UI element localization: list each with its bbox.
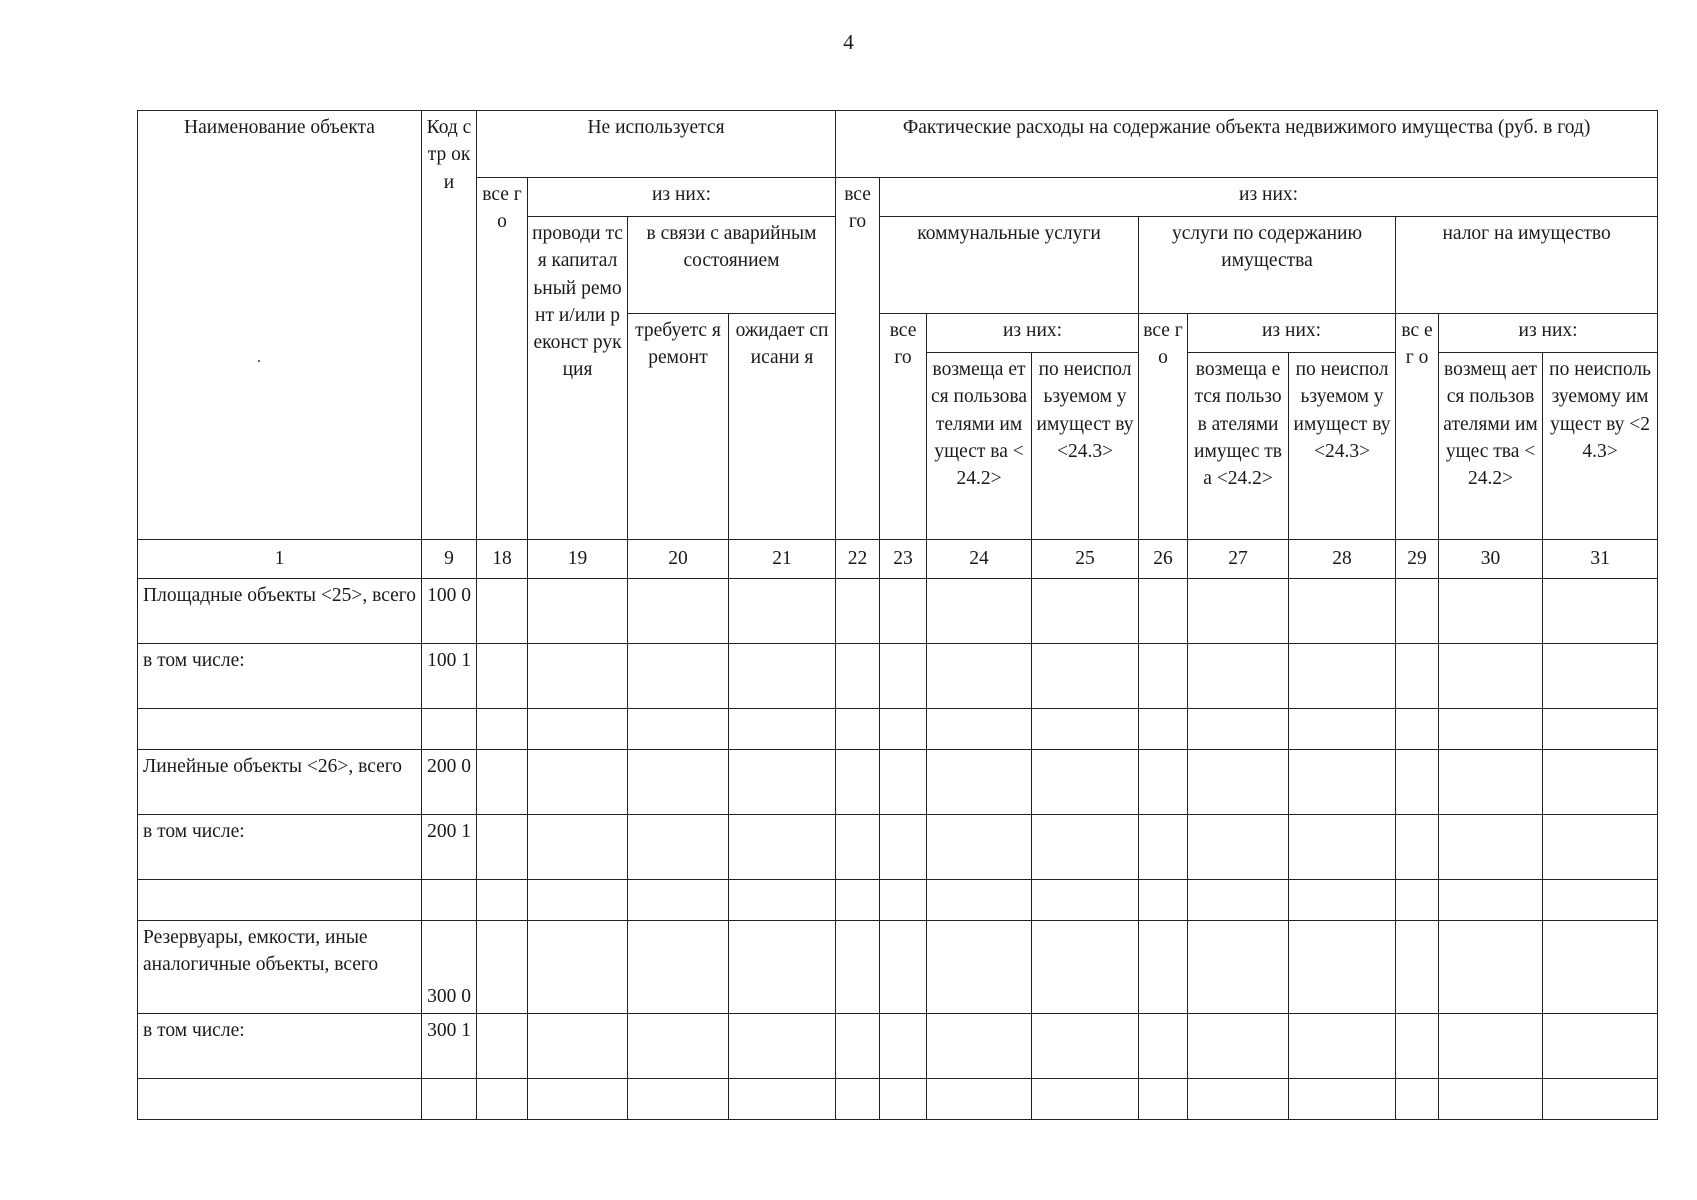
value-cell[interactable] — [836, 750, 880, 815]
header-not-used: Не используется — [477, 111, 836, 178]
value-cell[interactable] — [477, 880, 528, 921]
value-cell[interactable] — [729, 1079, 836, 1120]
value-cell[interactable] — [927, 1079, 1032, 1120]
row-code — [422, 1079, 477, 1120]
value-cell[interactable] — [1543, 1014, 1658, 1079]
value-cell[interactable] — [927, 815, 1032, 880]
value-cell[interactable] — [1396, 579, 1439, 644]
value-cell[interactable] — [1139, 644, 1188, 709]
value-cell[interactable] — [1289, 579, 1396, 644]
header-emergency: в связи с аварийным состоянием — [628, 217, 836, 314]
header-capital-repair: проводи тся капитал ьный ремонт и/или реконст рукция — [528, 217, 628, 540]
value-cell[interactable] — [628, 1079, 729, 1120]
row-object-name: в том числе: — [138, 1014, 422, 1079]
column-number: 31 — [1543, 540, 1658, 579]
value-cell[interactable] — [927, 880, 1032, 921]
value-cell[interactable] — [628, 1014, 729, 1079]
column-number: 22 — [836, 540, 880, 579]
header-tax-unused: по неисполь зуемому имущест ву <24.3> — [1543, 353, 1658, 540]
value-cell[interactable] — [729, 1014, 836, 1079]
value-cell[interactable] — [1439, 815, 1543, 880]
header-maintenance-reimbursed: возмеща ется пользов ателями имущес тва <24.2> — [1188, 353, 1289, 540]
value-cell[interactable] — [477, 815, 528, 880]
value-cell[interactable] — [880, 709, 927, 750]
value-cell[interactable] — [1032, 1079, 1139, 1120]
value-cell[interactable] — [1032, 644, 1139, 709]
column-number: 20 — [628, 540, 729, 579]
value-cell[interactable] — [1188, 1014, 1289, 1079]
value-cell[interactable] — [628, 880, 729, 921]
value-cell[interactable] — [1289, 921, 1396, 1014]
table-row — [138, 1014, 1658, 1079]
value-cell[interactable] — [1188, 709, 1289, 750]
value-cell[interactable] — [1188, 644, 1289, 709]
value-cell[interactable] — [1396, 750, 1439, 815]
value-cell[interactable] — [1439, 750, 1543, 815]
column-number: 25 — [1032, 540, 1139, 579]
value-cell[interactable] — [528, 921, 628, 1014]
header-object-name: Наименование объекта — [138, 111, 422, 540]
table-row — [138, 815, 1658, 880]
header-actual-costs: Фактические расходы на содержание объекта недвижимого имущества (руб. в год) — [836, 111, 1658, 178]
header-tax-reimbursed: возмещ ается пользов ателями имущес тва <24.2> — [1439, 353, 1543, 540]
value-cell[interactable] — [1543, 750, 1658, 815]
value-cell[interactable] — [1139, 921, 1188, 1014]
value-cell[interactable] — [1439, 1079, 1543, 1120]
value-cell[interactable] — [880, 1079, 927, 1120]
column-number-row — [138, 540, 1658, 579]
value-cell[interactable] — [1188, 880, 1289, 921]
value-cell[interactable] — [836, 709, 880, 750]
column-number: 27 — [1188, 540, 1289, 579]
value-cell[interactable] — [1289, 1014, 1396, 1079]
value-cell[interactable] — [1396, 921, 1439, 1014]
value-cell[interactable] — [1396, 709, 1439, 750]
value-cell[interactable] — [880, 579, 927, 644]
row-code: 300 0 — [422, 921, 477, 1014]
header-tax-of-them: из них: — [1439, 314, 1658, 353]
value-cell[interactable] — [927, 921, 1032, 1014]
header-maintenance-total: все го — [1139, 314, 1188, 540]
value-cell[interactable] — [1543, 644, 1658, 709]
value-cell[interactable] — [729, 709, 836, 750]
value-cell[interactable] — [729, 815, 836, 880]
value-cell[interactable] — [1188, 815, 1289, 880]
value-cell[interactable] — [1188, 750, 1289, 815]
value-cell[interactable] — [1188, 1079, 1289, 1120]
row-object-name — [138, 709, 422, 750]
value-cell[interactable] — [836, 644, 880, 709]
row-code: 200 0 — [422, 750, 477, 815]
value-cell[interactable] — [1188, 921, 1289, 1014]
value-cell[interactable] — [836, 579, 880, 644]
value-cell[interactable] — [1543, 815, 1658, 880]
header-utilities-reimbursed: возмеща ется пользова телями имущест ва <24.2> — [927, 353, 1032, 540]
value-cell[interactable] — [477, 579, 528, 644]
value-cell[interactable] — [528, 815, 628, 880]
row-object-name: Резервуары, емкости, иные аналогичные объекты, всего — [138, 921, 422, 1014]
header-awaits-writeoff: ожидает списани я — [729, 314, 836, 540]
value-cell[interactable] — [836, 1079, 880, 1120]
value-cell[interactable] — [477, 709, 528, 750]
value-cell[interactable] — [1289, 709, 1396, 750]
value-cell[interactable] — [1396, 815, 1439, 880]
value-cell[interactable] — [1289, 815, 1396, 880]
value-cell[interactable] — [1439, 1014, 1543, 1079]
value-cell[interactable] — [1032, 921, 1139, 1014]
value-cell[interactable] — [1139, 1014, 1188, 1079]
header-row-code: Код стр оки — [422, 111, 477, 540]
value-cell[interactable] — [628, 709, 729, 750]
value-cell[interactable] — [1396, 880, 1439, 921]
header-row-1 — [138, 111, 1658, 178]
value-cell[interactable] — [1439, 709, 1543, 750]
row-code: 100 1 — [422, 644, 477, 709]
value-cell[interactable] — [1032, 750, 1139, 815]
column-number: 26 — [1139, 540, 1188, 579]
value-cell[interactable] — [927, 644, 1032, 709]
row-code — [422, 880, 477, 921]
value-cell[interactable] — [1396, 644, 1439, 709]
value-cell[interactable] — [1139, 579, 1188, 644]
column-number: 30 — [1439, 540, 1543, 579]
value-cell[interactable] — [1032, 1014, 1139, 1079]
value-cell[interactable] — [628, 644, 729, 709]
row-object-name: в том числе: — [138, 644, 422, 709]
column-number: 18 — [477, 540, 528, 579]
table-row-empty — [138, 1079, 1658, 1120]
value-cell[interactable] — [927, 709, 1032, 750]
value-cell[interactable] — [477, 1079, 528, 1120]
value-cell[interactable] — [477, 1014, 528, 1079]
row-code — [422, 709, 477, 750]
row-code: 100 0 — [422, 579, 477, 644]
value-cell[interactable] — [1289, 750, 1396, 815]
column-number: 28 — [1289, 540, 1396, 579]
header-utilities-total: все го — [880, 314, 927, 540]
value-cell[interactable] — [880, 921, 927, 1014]
header-utilities-of-them: из них: — [927, 314, 1139, 353]
value-cell[interactable] — [1396, 1079, 1439, 1120]
header-not-used-of-them: из них: — [528, 178, 836, 217]
value-cell[interactable] — [1543, 1079, 1658, 1120]
value-cell[interactable] — [477, 644, 528, 709]
header-utilities: коммунальные услуги — [880, 217, 1139, 314]
value-cell[interactable] — [1439, 644, 1543, 709]
header-property-tax: налог на имущество — [1396, 217, 1658, 314]
value-cell[interactable] — [1289, 880, 1396, 921]
value-cell[interactable] — [628, 921, 729, 1014]
table-row — [138, 750, 1658, 815]
value-cell[interactable] — [1139, 815, 1188, 880]
header-costs-of-them: из них: — [880, 178, 1658, 217]
data-rows — [138, 579, 1658, 1120]
column-number: 29 — [1396, 540, 1439, 579]
value-cell[interactable] — [729, 579, 836, 644]
table-row-empty — [138, 709, 1658, 750]
value-cell[interactable] — [1139, 1079, 1188, 1120]
value-cell[interactable] — [1139, 750, 1188, 815]
column-number: 21 — [729, 540, 836, 579]
header-not-used-total: все го — [477, 178, 528, 540]
value-cell[interactable] — [528, 644, 628, 709]
row-object-name: Линейные объекты <26>, всего — [138, 750, 422, 815]
value-cell[interactable] — [528, 1014, 628, 1079]
header-tax-total: вс ег о — [1396, 314, 1439, 540]
header-utilities-unused: по неиспол ьзуемом у имущест ву <24.3> — [1032, 353, 1139, 540]
value-cell[interactable] — [477, 921, 528, 1014]
header-costs-total: все го — [836, 178, 880, 540]
value-cell[interactable] — [1543, 579, 1658, 644]
value-cell[interactable] — [477, 750, 528, 815]
value-cell[interactable] — [528, 880, 628, 921]
page-number: 4 — [843, 30, 854, 54]
column-number: 1 — [138, 540, 422, 579]
table-row — [138, 579, 1658, 644]
value-cell[interactable] — [1439, 579, 1543, 644]
value-cell[interactable] — [927, 579, 1032, 644]
value-cell[interactable] — [1439, 880, 1543, 921]
value-cell[interactable] — [628, 815, 729, 880]
column-number: 24 — [927, 540, 1032, 579]
value-cell[interactable] — [1289, 644, 1396, 709]
row-object-name — [138, 880, 422, 921]
value-cell[interactable] — [1439, 921, 1543, 1014]
value-cell[interactable] — [836, 1014, 880, 1079]
value-cell[interactable] — [836, 815, 880, 880]
column-number: 23 — [880, 540, 927, 579]
value-cell[interactable] — [1543, 921, 1658, 1014]
value-cell[interactable] — [528, 1079, 628, 1120]
value-cell[interactable] — [880, 815, 927, 880]
row-object-name: в том числе: — [138, 815, 422, 880]
value-cell[interactable] — [1396, 1014, 1439, 1079]
value-cell[interactable] — [729, 921, 836, 1014]
value-cell[interactable] — [729, 750, 836, 815]
expenses-form-table — [137, 110, 1658, 1120]
value-cell[interactable] — [880, 644, 927, 709]
value-cell[interactable] — [729, 880, 836, 921]
value-cell[interactable] — [1032, 709, 1139, 750]
value-cell[interactable] — [528, 579, 628, 644]
value-cell[interactable] — [1139, 709, 1188, 750]
value-cell[interactable] — [628, 750, 729, 815]
table-row — [138, 644, 1658, 709]
value-cell[interactable] — [1032, 880, 1139, 921]
value-cell[interactable] — [927, 1014, 1032, 1079]
row-object-name: Площадные объекты <25>, всего — [138, 579, 422, 644]
value-cell[interactable] — [528, 750, 628, 815]
value-cell[interactable] — [880, 880, 927, 921]
row-code: 200 1 — [422, 815, 477, 880]
table-row — [138, 921, 1658, 1014]
value-cell[interactable] — [1543, 880, 1658, 921]
table-row-empty — [138, 880, 1658, 921]
value-cell[interactable] — [628, 579, 729, 644]
row-code: 300 1 — [422, 1014, 477, 1079]
row-object-name — [138, 1079, 422, 1120]
value-cell[interactable] — [1188, 579, 1289, 644]
header-maintenance-unused: по неиспол ьзуемом у имущест ву <24.3> — [1289, 353, 1396, 540]
header-needs-repair: требуетс я ремонт — [628, 314, 729, 540]
value-cell[interactable] — [1032, 579, 1139, 644]
value-cell[interactable] — [729, 644, 836, 709]
value-cell[interactable] — [1543, 709, 1658, 750]
column-number: 9 — [422, 540, 477, 579]
value-cell[interactable] — [1289, 1079, 1396, 1120]
value-cell[interactable] — [836, 880, 880, 921]
header-maintenance: услуги по содержанию имущества — [1139, 217, 1396, 314]
header-maintenance-of-them: из них: — [1188, 314, 1396, 353]
value-cell[interactable] — [927, 750, 1032, 815]
value-cell[interactable] — [1032, 815, 1139, 880]
value-cell[interactable] — [528, 709, 628, 750]
value-cell[interactable] — [880, 1014, 927, 1079]
value-cell[interactable] — [1139, 880, 1188, 921]
value-cell[interactable] — [880, 750, 927, 815]
value-cell[interactable] — [836, 921, 880, 1014]
column-number: 19 — [528, 540, 628, 579]
